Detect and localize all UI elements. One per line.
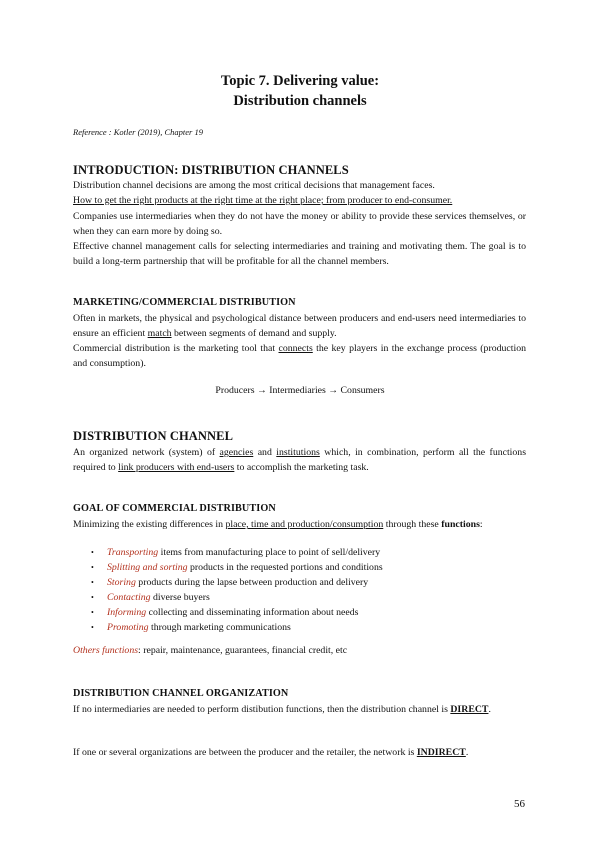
bullet-icon: • (91, 608, 94, 617)
channel-definition (73, 445, 526, 475)
function-name: Storing (107, 577, 136, 588)
other-functions-label: Others functions (73, 645, 139, 656)
function-description: items from manufacturing place to point of sell/delivery (158, 547, 381, 558)
goal-text-1: Minimizing the existing differences in (73, 519, 226, 530)
organization-para2 (73, 747, 468, 758)
function-name: Splitting and sorting (107, 562, 188, 573)
function-description: products during the lapse between production and delivery (135, 577, 369, 588)
channel-text-4: to accomplish the marketing task. (234, 462, 369, 473)
intro-line1: Distribution channel decisions are among the most critical decisions that management faces. (73, 180, 435, 191)
channel-text-3: which, in combination, perform all the functions required to (73, 447, 527, 473)
function-description: diverse buyers (150, 592, 210, 603)
bullet-icon: • (91, 593, 94, 602)
channel-text-1: An organized network (system) of (73, 447, 220, 458)
organization-direct: DIRECT (450, 704, 489, 715)
organization-indirect: INDIRECT (416, 747, 466, 758)
function-description: collecting and disseminating information about needs (146, 607, 359, 618)
function-item (73, 560, 383, 575)
function-name: Promoting (107, 622, 149, 633)
function-description: products in the requested portions and conditions (187, 562, 383, 573)
goal-underlined: place, time and production/consumption (225, 519, 384, 530)
organization-p2-text: If one or several organizations are between the producer and the retailer, the network is (73, 747, 417, 758)
marketing-p1-underlined: match (147, 328, 172, 339)
function-item (73, 545, 383, 560)
bullet-icon: • (91, 563, 94, 572)
channel-underlined-institutions: institutions (276, 447, 320, 458)
bullet-icon: • (91, 548, 94, 557)
marketing-p2-text-end: the key players in the exchange process (production and consumption). (73, 343, 526, 369)
goal-heading: GOAL OF COMMERCIAL DISTRIBUTION (73, 503, 276, 514)
intro-line2: How to get the right products at the right time at the right place; from producer to end-consumer. (73, 195, 453, 206)
other-functions-text: : repair, maintenance, guarantees, financial credit, etc (138, 645, 348, 656)
marketing-para1 (73, 311, 526, 341)
channel-heading: DISTRIBUTION CHANNEL (73, 429, 234, 443)
page-title-line1: Topic 7. Delivering value: (220, 73, 380, 89)
goal-text-2: through these (383, 519, 442, 530)
marketing-p1-text: Often in markets, the physical and psychological distance between producers and end-users need intermediaries to ensure an efficient (73, 313, 526, 339)
intro-heading: INTRODUCTION: DISTRIBUTION CHANNELS (73, 163, 349, 177)
distribution-flow: Producers → Intermediaries → Consumers (215, 385, 385, 396)
function-name: Transporting (107, 547, 159, 558)
channel-underlined-link: link producers with end-users (118, 462, 235, 473)
function-description: through marketing communications (148, 622, 291, 633)
function-item (73, 575, 383, 590)
other-functions (73, 645, 347, 656)
channel-underlined-agencies: agencies (219, 447, 254, 458)
organization-p2-end: . (465, 747, 469, 758)
organization-para1 (73, 702, 526, 717)
bullet-icon: • (91, 623, 94, 632)
goal-bold-functions: functions (441, 519, 480, 530)
marketing-p1-text-end: between segments of demand and supply. (171, 328, 337, 339)
goal-text-3: : (479, 519, 483, 530)
function-name: Informing (107, 607, 147, 618)
organization-heading: DISTRIBUTION CHANNEL ORGANIZATION (73, 688, 289, 699)
bullet-icon: • (91, 578, 94, 587)
page-title-line2: Distribution channels (233, 93, 367, 109)
marketing-p2-text: Commercial distribution is the marketing tool that (73, 343, 279, 354)
marketing-p2-underlined: connects (278, 343, 313, 354)
marketing-heading: MARKETING/COMMERCIAL DISTRIBUTION (73, 297, 296, 308)
function-item (73, 605, 383, 620)
function-item (73, 590, 383, 605)
function-item (73, 620, 383, 635)
functions-list (73, 545, 383, 635)
intro-para3: Companies use intermediaries when they do not have the money or ability to provide these services themselves, or when they can earn more by doing so. (73, 211, 526, 237)
goal-intro (73, 517, 526, 532)
marketing-para2 (73, 341, 526, 371)
channel-text-2: and (253, 447, 277, 458)
organization-p1-end: . (488, 704, 491, 715)
function-name: Contacting (107, 592, 151, 603)
intro-para4: Effective channel management calls for selecting intermediaries and training and motivating them. The goal is to build a long-term partnership that will be profitable for all the channel members. (73, 241, 526, 267)
organization-p1-text: If no intermediaries are needed to perform distibution functions, then the distribution channel is (73, 704, 451, 715)
reference-note: Reference : Kotler (2019), Chapter 19 (73, 127, 203, 137)
page-number: 56 (514, 798, 525, 810)
